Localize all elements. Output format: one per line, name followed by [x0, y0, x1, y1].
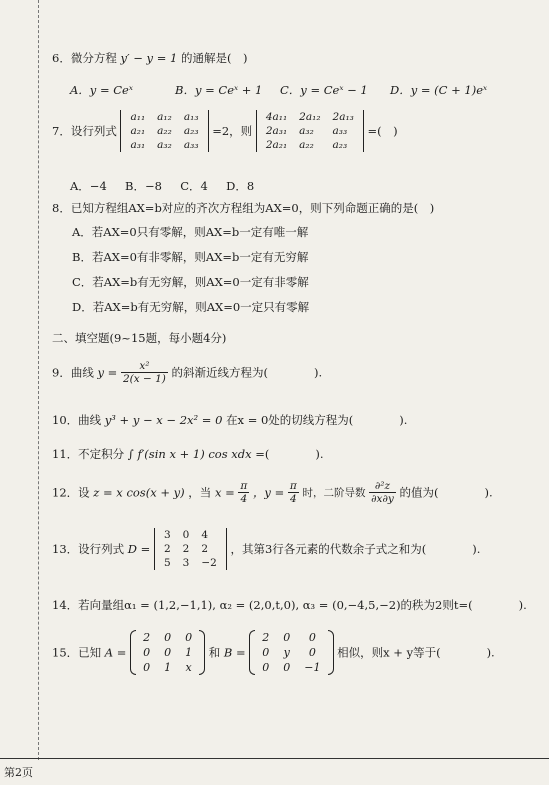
q6-option-c: C．y = Ceˣ − 1 — [280, 83, 368, 97]
q13-determinant — [154, 528, 227, 570]
question-9 — [52, 360, 322, 385]
q12-x-denominator: 4 — [240, 493, 248, 505]
q8-option-c: C．若AX=b有无穷解，则AX=0一定有非零解 — [72, 275, 309, 289]
question-13 — [52, 528, 480, 570]
q13-det-cell: 2 — [163, 543, 171, 555]
q7-option-b: B．−8 — [125, 179, 162, 193]
q7-det2-cell: a₂₂ — [299, 139, 314, 151]
q12-derivative-denominator: ∂x∂y — [371, 493, 394, 505]
q7-det1-cell: a₁₁ — [130, 111, 146, 123]
q8-option-a: A．若AX=0只有零解，则AX=b一定有唯一解 — [72, 225, 309, 239]
q7-det2-cell: a₃₃ — [332, 125, 348, 137]
q13-det-row — [158, 556, 223, 570]
margin-line — [38, 0, 39, 760]
q7-mid: =2，则 — [212, 124, 253, 138]
q15-mat-b-cell: y — [283, 646, 290, 659]
q15-mat-b-cell: 0 — [308, 631, 316, 644]
q7-det1-cell: a₃₁ — [130, 139, 146, 151]
q9-numerator: x² — [121, 360, 168, 373]
q7-option-a: A．−4 — [70, 179, 107, 193]
q15-b-label: B = — [223, 645, 246, 660]
q13-det-cell: 5 — [163, 557, 171, 569]
q7-det2-cell: 2a₁₃ — [332, 111, 354, 123]
q6-equation: y′ − y = 1 — [120, 51, 178, 65]
q12-x-fraction — [238, 480, 249, 505]
q7-det1-row — [124, 138, 204, 152]
q7-options — [70, 178, 254, 194]
q7-det1-cell: a₃₃ — [183, 139, 199, 151]
q15-mat-b-cell: −1 — [304, 661, 321, 674]
q13-det-row — [158, 542, 223, 556]
q15-a-label: A = — [104, 645, 127, 660]
q9-denominator: 2(x − 1) — [122, 373, 166, 385]
q12-y-eq: ，y = — [252, 485, 285, 500]
q7-det2-cell: a₂₃ — [332, 139, 348, 151]
q15-mat-a-row — [136, 630, 199, 645]
q12-derivative — [369, 480, 396, 505]
question-12 — [52, 480, 493, 505]
q15-mat-a-cell: 0 — [164, 646, 172, 659]
question-7 — [52, 110, 398, 152]
q6-option-d: D．y = (C + 1)eˣ — [390, 83, 488, 97]
q7-det1-cell: a₂₃ — [183, 125, 199, 137]
q13-d-label: D = — [127, 542, 151, 556]
q7-det2-row — [260, 110, 360, 124]
q9-tail: 的斜渐近线方程为( ). — [171, 365, 323, 380]
q12-tail: 的值为( ). — [399, 485, 493, 500]
q15-mat-a-cell: 0 — [164, 631, 172, 644]
q15-pre: 15．已知 — [52, 645, 102, 660]
q12-x-eq: x = — [214, 485, 235, 500]
q15-mat-b-cell: 2 — [262, 631, 270, 644]
q15-mat-b-cell: 0 — [308, 646, 316, 659]
q7-option-d: D．8 — [226, 179, 255, 193]
question-11 — [52, 446, 324, 462]
q12-x-numerator: π — [240, 480, 248, 492]
q7-det1-cell: a₃₂ — [157, 139, 172, 151]
q13-det-cell: −2 — [201, 557, 217, 569]
q15-mat-b-row — [255, 630, 327, 645]
q7-det1-cell: a₁₂ — [157, 111, 172, 123]
question-10 — [52, 412, 407, 428]
q7-det2-row — [260, 124, 360, 138]
q15-mat-b-cell: 0 — [262, 646, 270, 659]
q13-pre: 13．设行列式 — [52, 542, 125, 556]
q7-option-c: C．4 — [180, 179, 208, 193]
q7-det1-row — [124, 110, 204, 124]
q7-determinant-2 — [256, 110, 364, 152]
q7-det1-cell: a₁₃ — [183, 111, 199, 123]
q9-fraction — [121, 360, 168, 385]
q13-det-cell: 2 — [201, 543, 209, 555]
q13-det-cell: 3 — [163, 529, 171, 541]
q13-det-cell: 4 — [201, 529, 209, 541]
q9-pre: 9．曲线 — [52, 365, 94, 380]
q12-derivative-numerator: ∂²z — [369, 480, 396, 493]
q7-det2-row — [260, 138, 360, 152]
q15-mat-b-cell: 0 — [262, 661, 270, 674]
q13-det-row — [158, 528, 223, 542]
q12-mid2: 时，二阶导数 — [302, 487, 366, 499]
q12-y-denominator: 4 — [290, 493, 297, 505]
q15-mat-a-row — [136, 645, 199, 660]
q12-y-numerator: π — [289, 480, 297, 492]
q13-det-cell: 3 — [182, 557, 190, 569]
q15-and: 和 — [208, 645, 221, 660]
q10-equation: y³ + y − x − 2x² = 0 — [104, 413, 223, 427]
q12-mid: ，当 — [188, 485, 212, 500]
q8-option-d: D．若AX=b有无穷解，则AX=0一定只有零解 — [72, 300, 310, 314]
q8-option-b: B．若AX=0有非零解，则AX=b一定有无穷解 — [72, 250, 309, 264]
q7-stem: 7．设行列式 — [52, 124, 117, 138]
footer-rule — [0, 758, 549, 759]
q7-det2-cell: a₃₂ — [299, 125, 314, 137]
question-8: 8．已知方程组AX=b对应的齐次方程组为AX=0，则下列命题正确的是( ) — [52, 201, 435, 215]
q13-det-cell: 0 — [182, 529, 190, 541]
q7-det2-cell: 4a₁₁ — [265, 111, 288, 123]
q15-mat-a-cell: 0 — [143, 661, 151, 674]
q15-mat-a-cell: x — [185, 661, 192, 674]
q9-y: y = — [97, 365, 118, 380]
q6-tail: 的通解是( ) — [180, 51, 248, 65]
q12-y-fraction — [288, 480, 299, 505]
q15-matrix-a — [130, 630, 205, 675]
q13-tail: ，其第3行各元素的代数余子式之和为( ). — [230, 542, 481, 556]
q15-mat-a-cell: 1 — [164, 661, 172, 674]
page-number: 第2页 — [4, 766, 33, 779]
q10-tail: 在x = 0处的切线方程为( ). — [226, 413, 408, 427]
question-6 — [52, 50, 247, 66]
q7-det1-cell: a₂₂ — [157, 125, 172, 137]
q7-det2-cell: 2a₂₁ — [265, 139, 288, 151]
q7-det1-row — [124, 124, 204, 138]
question-14: 14．若向量组α₁ = (1,2,−1,1), α₂ = (2,0,t,0), α₃ = (0,−4,5,−2)的秩为2则t=( ). — [52, 598, 527, 612]
q15-mat-a-cell: 2 — [143, 631, 151, 644]
section-2-heading: 二、填空题(9~15题，每小题4分) — [52, 331, 227, 345]
q13-det-cell: 2 — [182, 543, 190, 555]
q11-tail: =( ). — [255, 447, 324, 461]
q15-matrix-b — [249, 630, 333, 675]
q6-option-a: A．y = Ceˣ — [70, 83, 133, 97]
q15-mat-b-row — [255, 660, 327, 675]
q7-det1-cell: a₂₁ — [130, 125, 146, 137]
q6-option-b: B．y = Ceˣ + 1 — [175, 83, 263, 97]
q15-mat-b-cell: 0 — [283, 661, 291, 674]
q12-pre: 12．设 — [52, 485, 90, 500]
question-15 — [52, 630, 495, 675]
q7-det2-cell: 2a₁₂ — [299, 111, 321, 123]
q15-tail: 相似，则x + y等于( ). — [337, 645, 495, 660]
q10-pre: 10．曲线 — [52, 413, 102, 427]
q15-mat-a-cell: 1 — [185, 646, 193, 659]
q11-pre: 11．不定积分 — [52, 447, 125, 461]
q7-determinant-1 — [120, 110, 208, 152]
q15-mat-a-cell: 0 — [143, 646, 151, 659]
q7-tail: =( ) — [367, 124, 398, 138]
q15-mat-b-cell: 0 — [283, 631, 291, 644]
q15-mat-b-row — [255, 645, 327, 660]
q11-integral: ∫ f′(sin x + 1) cos xdx — [127, 447, 252, 461]
q12-equation: z = x cos(x + y) — [93, 485, 185, 500]
q7-det2-cell: 2a₃₁ — [265, 125, 288, 137]
q15-mat-a-cell: 0 — [185, 631, 193, 644]
q6-stem: 6．微分方程 — [52, 51, 117, 65]
q15-mat-a-row — [136, 660, 199, 675]
